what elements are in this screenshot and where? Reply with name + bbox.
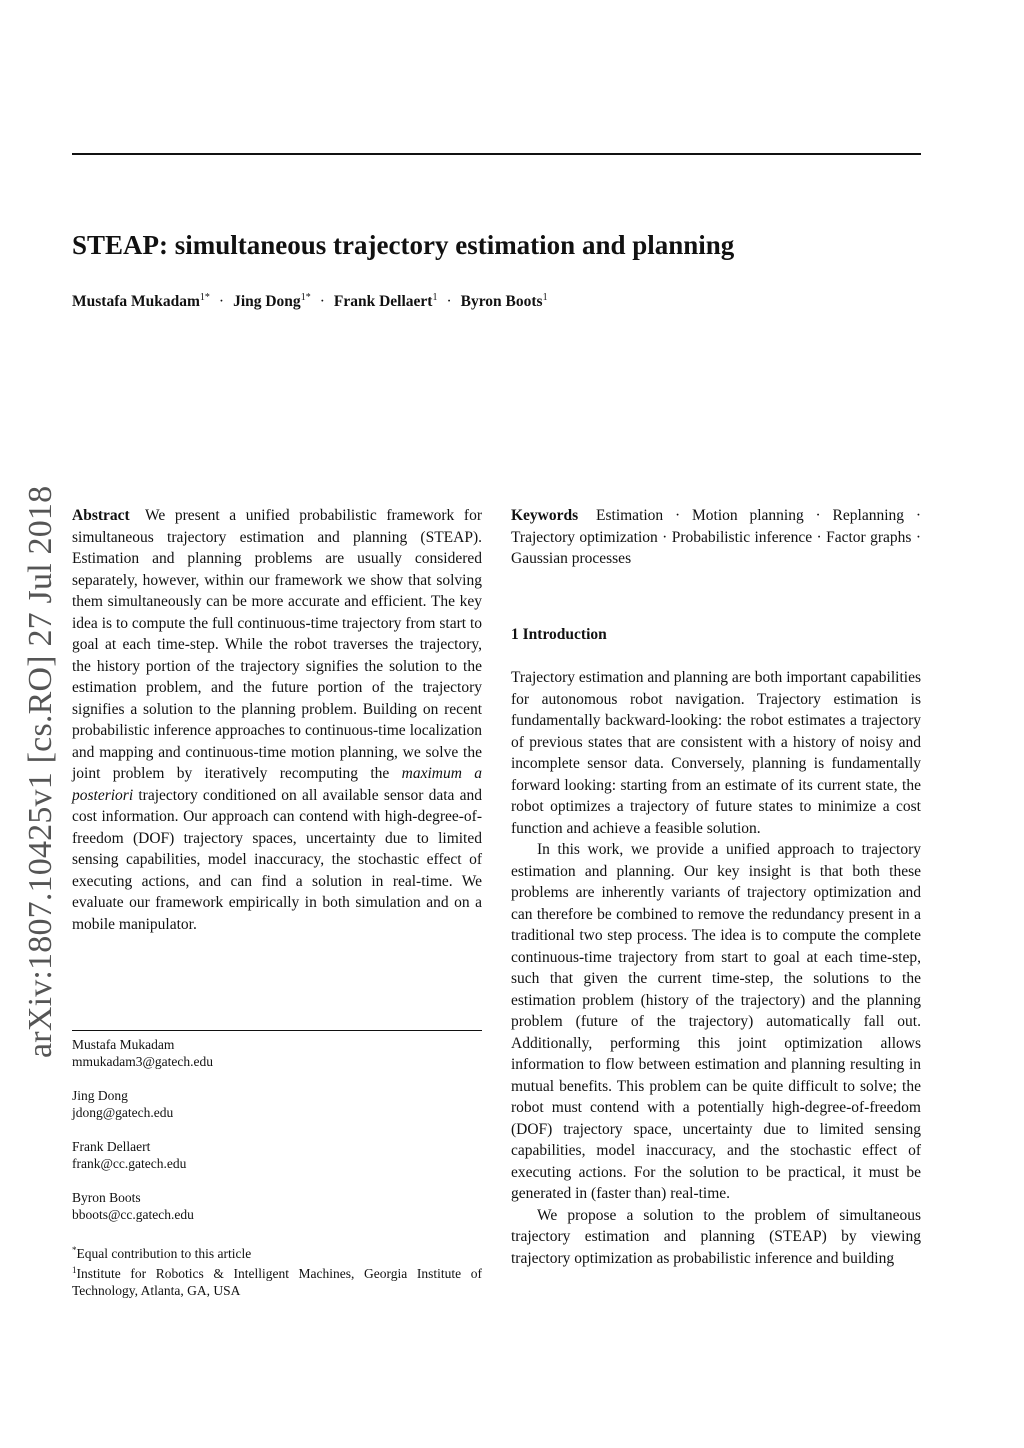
keywords-label: Keywords — [511, 507, 579, 524]
abstract-italic-term: maximum a posteriori — [72, 765, 482, 804]
contact-email[interactable]: mmukadam3@gatech.edu — [72, 1054, 214, 1069]
contact-email[interactable]: jdong@gatech.edu — [72, 1105, 174, 1120]
abstract-label: Abstract — [72, 507, 130, 524]
author-affiliation-mark: 1* — [199, 292, 210, 303]
author-name: Byron Boots — [460, 293, 543, 310]
body-paragraph: We propose a solution to the problem of simultaneous trajectory estimation and planning (STEAP) by viewing trajectory optimization as probabilistic inference and building — [511, 1206, 921, 1267]
author-contacts — [72, 1036, 482, 1240]
author-affiliation-mark: 1 — [432, 292, 438, 303]
author-separator: · — [319, 293, 325, 310]
abstract-text: We present a unified probabilistic framework for simultaneous trajectory estimation and planning (STEAP). Estimation and planning problems are usually considered separately, however, within our framework we show that solving them simultaneously can be more accurate and efficient. The key idea is to compute the full continuous-time trajectory from start to goal at each time-step. While the robot traverses the trajectory, the history portion of the trajectory signifies the solution to the estimation problem, and the future portion of the trajectory signifies a solution to the planning problem. Building on recent probabilistic inference approaches to continuous-time localization and mapping and continuous-time motion planning, we solve the joint problem by iteratively recomputing the — [72, 507, 482, 782]
footnote — [72, 1242, 482, 1262]
contact-entry — [72, 1138, 482, 1172]
contact-name: Jing Dong — [72, 1088, 128, 1103]
abstract-text-continued: trajectory conditioned on all available sensor data and cost information. Our approach can contend with high-degree-of-freedom (DOF) trajectory spaces, uncertainty due to limited sensing capabilities, model inaccuracy, the stochastic effect of executing actions, and can find a solution in real-time. We evaluate our framework empirically in both simulation and on a mobile manipulator. — [72, 786, 483, 933]
section-heading: 1 Introduction — [511, 625, 607, 643]
contact-email[interactable]: bboots@cc.gatech.edu — [72, 1207, 194, 1222]
body-paragraph: In this work, we provide a unified approach to trajectory estimation and planning. Our key insight is that both these problems are inherently variants of trajectory optimization and can therefore be combined to remove the redundancy present in a traditional two step process. The idea is to compute the complete continuous-time trajectory from start to goal at each time-step, such that given the current time-step, the solutions to the estimation problem (history of the trajectory) and the planning problem (future of the trajectory) automatically fall out. Additionally, performing this joint optimization allows information to flow between estimation and planning resulting in mutual benefits. This problem can be quite difficult to solve; the robot must contend with a potentially high-degree-of-freedom (DOF) trajectory space, uncertainty due to limited sensing capabilities, model inaccuracy, and the stochastic effect of executing actions. For the solution to be practical, it must be generated in (faster than) real-time. — [511, 841, 921, 1202]
footnote-rule — [72, 1030, 482, 1031]
abstract — [72, 505, 482, 935]
author-name: Frank Dellaert — [333, 293, 433, 310]
body-paragraph: Trajectory estimation and planning are both important capabilities for autonomous robot navigation. Trajectory estimation is fundamentally backward-looking: the robot estimates a trajectory of previous states that are consistent with a history of noisy and incomplete sensor data. Conversely, planning is fundamentally forward looking: starting from an estimate of its current state, the robot optimizes a trajectory of future states to minimize a cost function and achieve a feasible solution. — [511, 669, 921, 837]
keywords — [511, 505, 921, 570]
footnote-mark: * — [72, 1245, 77, 1255]
right-column — [511, 505, 921, 1269]
footnote-mark: 1 — [72, 1265, 77, 1275]
arxiv-identifier[interactable]: arXiv:1807.10425v1 [cs.RO] 27 Jul 2018 — [22, 485, 59, 1058]
footnote — [72, 1262, 482, 1299]
author-affiliation-mark: 1 — [542, 292, 548, 303]
contact-name: Mustafa Mukadam — [72, 1037, 175, 1052]
footnotes — [72, 1242, 482, 1299]
header-rule — [72, 153, 921, 155]
contact-entry — [72, 1087, 482, 1121]
author-separator: · — [446, 293, 452, 310]
contact-name: Frank Dellaert — [72, 1139, 151, 1154]
contact-entry — [72, 1036, 482, 1070]
author-affiliation-mark: 1* — [300, 292, 311, 303]
footnote-text: Institute for Robotics & Intelligent Machines, Georgia Institute of Technology, Atlanta, GA, USA — [72, 1266, 482, 1298]
author-name: Jing Dong — [233, 293, 301, 310]
author-separator: · — [218, 293, 225, 310]
author-list — [72, 292, 548, 311]
left-column — [72, 505, 482, 935]
author-name: Mustafa Mukadam — [72, 293, 200, 310]
contact-email[interactable]: frank@cc.gatech.edu — [72, 1156, 187, 1171]
contact-name: Byron Boots — [72, 1190, 141, 1205]
keywords-text: Estimation · Motion planning · Replanning · Trajectory optimization · Probabilistic inference · Factor graphs · Gaussian processes — [511, 507, 922, 567]
paper-title: STEAP: simultaneous trajectory estimation and planning — [72, 230, 735, 260]
contact-entry — [72, 1189, 482, 1223]
footnote-text: Equal contribution to this article — [76, 1246, 252, 1261]
